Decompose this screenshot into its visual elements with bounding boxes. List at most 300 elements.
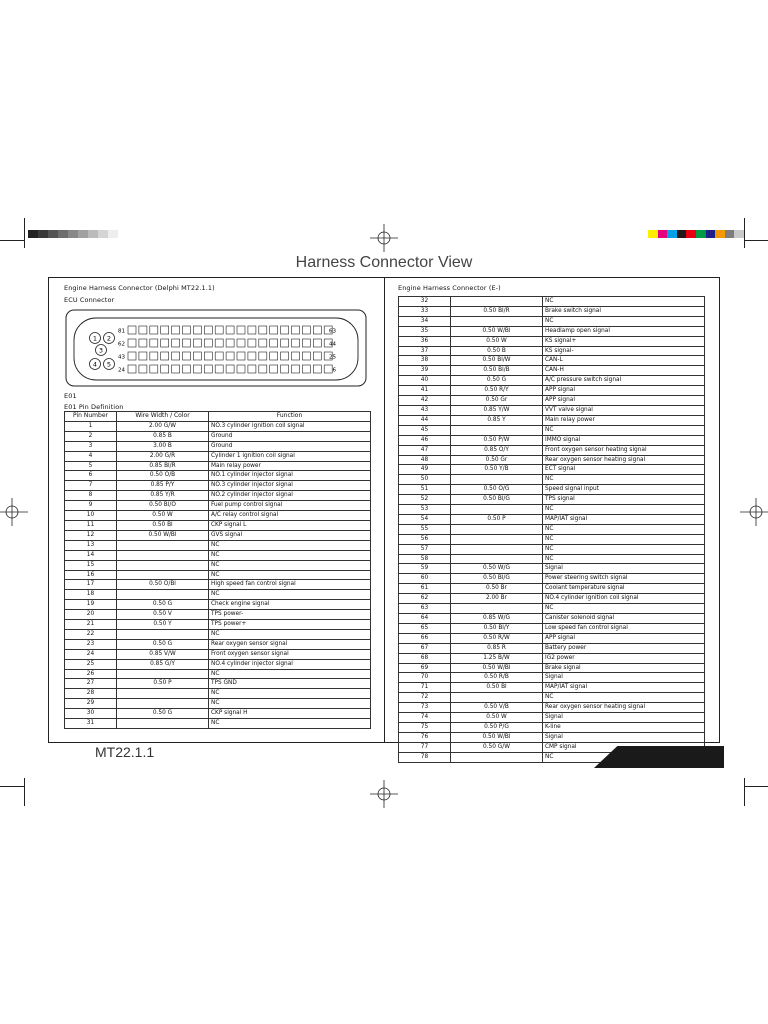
wire-spec bbox=[451, 475, 543, 485]
pin-number: 17 bbox=[65, 580, 117, 590]
pin-cavity bbox=[172, 365, 180, 373]
table-row bbox=[65, 699, 371, 709]
wire-spec: 0.50 Br bbox=[451, 584, 543, 594]
pin-function: NC bbox=[543, 544, 705, 554]
wire-spec bbox=[451, 752, 543, 762]
pin-cavity bbox=[292, 339, 300, 347]
crop-mark bbox=[0, 240, 24, 241]
pin-function: Canister solenoid signal bbox=[543, 614, 705, 624]
pin-definition-title: E01 Pin Definition bbox=[64, 403, 124, 411]
pin-cavity bbox=[237, 352, 245, 360]
table-row bbox=[399, 415, 705, 425]
wire-spec bbox=[117, 550, 209, 560]
pin-number: 33 bbox=[399, 306, 451, 316]
wire-spec bbox=[117, 560, 209, 570]
color-swatch bbox=[734, 230, 744, 238]
color-swatch bbox=[648, 230, 658, 238]
wire-spec bbox=[451, 604, 543, 614]
pin-cavity bbox=[139, 365, 147, 373]
pin-function: NC bbox=[209, 689, 371, 699]
pin-function: NO.4 cylinder injector signal bbox=[209, 659, 371, 669]
pin-function: APP signal bbox=[543, 396, 705, 406]
pin-cavity bbox=[259, 352, 267, 360]
table-row bbox=[399, 663, 705, 673]
pin-cavity bbox=[313, 326, 321, 334]
pin-function: NC bbox=[543, 475, 705, 485]
wire-spec bbox=[451, 544, 543, 554]
wire-spec: 0.85 Y/W bbox=[451, 405, 543, 415]
pin-number: 12 bbox=[65, 530, 117, 540]
right-heading: Engine Harness Connector (E-) bbox=[398, 284, 501, 292]
pin-cavity bbox=[302, 326, 310, 334]
table-row bbox=[399, 623, 705, 633]
column-header: Function bbox=[209, 412, 371, 422]
pin-number: 25 bbox=[65, 659, 117, 669]
pin-number: 46 bbox=[399, 435, 451, 445]
pin-number: 72 bbox=[399, 693, 451, 703]
wire-spec: 0.85 Bl/R bbox=[117, 461, 209, 471]
color-calibration-bar bbox=[648, 230, 744, 238]
pin-number: 68 bbox=[399, 653, 451, 663]
table-row bbox=[399, 485, 705, 495]
pin-number: 52 bbox=[399, 495, 451, 505]
wire-spec: 0.50 P bbox=[117, 679, 209, 689]
wire-spec bbox=[117, 590, 209, 600]
table-row bbox=[65, 659, 371, 669]
pin-cavity bbox=[204, 352, 212, 360]
footer-model: MT22.1.1 bbox=[95, 744, 155, 760]
wire-spec: 0.50 Bl/B bbox=[451, 366, 543, 376]
table-row bbox=[399, 475, 705, 485]
color-swatch bbox=[88, 230, 98, 238]
pin-cavity bbox=[215, 365, 223, 373]
row-label: 44 bbox=[329, 341, 336, 348]
pin-cavity bbox=[215, 326, 223, 334]
table-row bbox=[65, 540, 371, 550]
wire-spec: 0.50 R/W bbox=[451, 633, 543, 643]
pin-number: 67 bbox=[399, 643, 451, 653]
pin-number: 15 bbox=[65, 560, 117, 570]
table-row bbox=[65, 689, 371, 699]
pin-cavity bbox=[150, 339, 158, 347]
table-row bbox=[399, 326, 705, 336]
pin-cavity bbox=[302, 339, 310, 347]
pin-cavity bbox=[270, 365, 278, 373]
pin-number: 55 bbox=[399, 524, 451, 534]
wire-spec bbox=[117, 689, 209, 699]
pin-number: 34 bbox=[399, 316, 451, 326]
pin-function: NC bbox=[209, 550, 371, 560]
pin-number: 22 bbox=[65, 629, 117, 639]
pin-function: Signal bbox=[543, 713, 705, 723]
pin-number: 60 bbox=[399, 574, 451, 584]
pin-function: CAN-H bbox=[543, 366, 705, 376]
table-row bbox=[399, 524, 705, 534]
pin-number: 11 bbox=[65, 520, 117, 530]
pin-function: Speed signal input bbox=[543, 485, 705, 495]
table-row bbox=[65, 530, 371, 540]
pin-label: 1 bbox=[92, 334, 98, 343]
table-row bbox=[65, 590, 371, 600]
wire-spec: 0.50 P/G bbox=[451, 722, 543, 732]
wire-spec bbox=[451, 316, 543, 326]
pin-function: NC bbox=[209, 590, 371, 600]
pin-function: TPS signal bbox=[543, 495, 705, 505]
pin-function: APP signal bbox=[543, 633, 705, 643]
pin-cavity bbox=[226, 352, 234, 360]
pin-cavity bbox=[248, 326, 256, 334]
table-row bbox=[399, 683, 705, 693]
wire-spec bbox=[451, 505, 543, 515]
wire-spec bbox=[451, 534, 543, 544]
table-row bbox=[399, 574, 705, 584]
pin-cavity bbox=[183, 339, 191, 347]
crop-mark bbox=[744, 778, 745, 806]
pin-cavity bbox=[302, 352, 310, 360]
registration-mark-icon bbox=[370, 224, 398, 252]
wire-spec: 0.50 Y bbox=[117, 620, 209, 630]
table-row bbox=[399, 732, 705, 742]
table-row bbox=[399, 514, 705, 524]
pin-number: 71 bbox=[399, 683, 451, 693]
crop-mark bbox=[744, 218, 745, 248]
wire-spec: 0.50 R/Y bbox=[451, 386, 543, 396]
wire-spec: 2.00 G/W bbox=[117, 421, 209, 431]
pin-number: 74 bbox=[399, 713, 451, 723]
table-row bbox=[399, 435, 705, 445]
color-swatch bbox=[677, 230, 687, 238]
table-row bbox=[399, 386, 705, 396]
table-row bbox=[399, 722, 705, 732]
pin-function: Cylinder 1 ignition coil signal bbox=[209, 451, 371, 461]
table-row bbox=[399, 554, 705, 564]
pin-number: 47 bbox=[399, 445, 451, 455]
table-row bbox=[399, 643, 705, 653]
wire-spec bbox=[117, 570, 209, 580]
table-row bbox=[399, 425, 705, 435]
pin-number: 38 bbox=[399, 356, 451, 366]
column-header: Pin Number bbox=[65, 412, 117, 422]
pin-function: Rear oxygen sensor heating signal bbox=[543, 455, 705, 465]
pin-number: 9 bbox=[65, 501, 117, 511]
pin-number: 13 bbox=[65, 540, 117, 550]
table-row bbox=[65, 501, 371, 511]
pin-number: 29 bbox=[65, 699, 117, 709]
pin-cavity bbox=[302, 365, 310, 373]
table-row bbox=[65, 620, 371, 630]
table-row bbox=[399, 376, 705, 386]
pin-number: 76 bbox=[399, 732, 451, 742]
pin-number: 56 bbox=[399, 534, 451, 544]
wire-spec: 0.50 Bl bbox=[117, 520, 209, 530]
table-row bbox=[399, 703, 705, 713]
pin-cavity bbox=[313, 365, 321, 373]
wire-spec bbox=[117, 629, 209, 639]
wire-spec bbox=[117, 719, 209, 729]
wire-spec: 0.50 Bl/G bbox=[451, 574, 543, 584]
pin-function: VVT valve signal bbox=[543, 405, 705, 415]
color-swatch bbox=[667, 230, 677, 238]
wire-spec: 0.85 V/W bbox=[117, 649, 209, 659]
table-row bbox=[399, 633, 705, 643]
wire-spec: 0.50 W/Bl bbox=[451, 732, 543, 742]
table-row bbox=[65, 471, 371, 481]
color-swatch bbox=[68, 230, 78, 238]
wire-spec bbox=[451, 524, 543, 534]
pin-label: 2 bbox=[106, 334, 112, 343]
wire-spec: 0.50 V bbox=[117, 610, 209, 620]
table-row bbox=[399, 604, 705, 614]
pin-number: 42 bbox=[399, 396, 451, 406]
row-label: 25 bbox=[329, 354, 336, 361]
table-row bbox=[399, 297, 705, 307]
table-row bbox=[399, 505, 705, 515]
pin-function: NC bbox=[543, 604, 705, 614]
table-row bbox=[399, 673, 705, 683]
pin-number: 20 bbox=[65, 610, 117, 620]
pin-cavity bbox=[259, 365, 267, 373]
wire-spec: 0.50 V/B bbox=[451, 703, 543, 713]
pin-number: 66 bbox=[399, 633, 451, 643]
wire-spec bbox=[451, 425, 543, 435]
wire-spec: 0.50 Gr bbox=[451, 455, 543, 465]
table-row bbox=[65, 719, 371, 729]
table-row bbox=[65, 511, 371, 521]
pin-function: NC bbox=[543, 534, 705, 544]
pin-number: 54 bbox=[399, 514, 451, 524]
pin-cavity bbox=[183, 326, 191, 334]
pin-number: 31 bbox=[65, 719, 117, 729]
pin-cavity bbox=[270, 326, 278, 334]
wire-spec: 0.85 Y/R bbox=[117, 491, 209, 501]
pin-cavity bbox=[128, 352, 136, 360]
color-swatch bbox=[28, 230, 38, 238]
pin-function: NC bbox=[543, 425, 705, 435]
pin-function: Rear oxygen sensor signal bbox=[209, 639, 371, 649]
crop-mark bbox=[24, 778, 25, 806]
table-row bbox=[65, 570, 371, 580]
pin-number: 53 bbox=[399, 505, 451, 515]
column-divider bbox=[384, 277, 385, 743]
wire-spec: 0.85 R bbox=[451, 643, 543, 653]
pin-number: 48 bbox=[399, 455, 451, 465]
pin-function: TPS power- bbox=[209, 610, 371, 620]
wire-spec: 0.50 W bbox=[117, 511, 209, 521]
color-swatch bbox=[38, 230, 48, 238]
ecu-connector-diagram bbox=[64, 308, 370, 390]
table-row bbox=[65, 600, 371, 610]
pin-number: 69 bbox=[399, 663, 451, 673]
pin-function: NC bbox=[543, 693, 705, 703]
pin-cavity bbox=[161, 326, 169, 334]
pin-function: NC bbox=[543, 505, 705, 515]
pin-cavity bbox=[292, 365, 300, 373]
wire-spec: 0.50 O/G bbox=[451, 485, 543, 495]
pin-number: 49 bbox=[399, 465, 451, 475]
pin-number: 3 bbox=[65, 441, 117, 451]
pin-number: 19 bbox=[65, 600, 117, 610]
pin-function: A/C pressure switch signal bbox=[543, 376, 705, 386]
pin-cavity bbox=[313, 339, 321, 347]
gray-calibration-bar bbox=[28, 230, 118, 238]
registration-mark-icon bbox=[370, 780, 398, 808]
row-label: 43 bbox=[118, 354, 125, 361]
pin-number: 39 bbox=[399, 366, 451, 376]
pin-function: K-line bbox=[543, 722, 705, 732]
pin-function: ECT signal bbox=[543, 465, 705, 475]
wire-spec: 0.50 O/B bbox=[117, 471, 209, 481]
wire-spec: 0.50 Y/B bbox=[451, 465, 543, 475]
wire-spec: 0.50 P/W bbox=[451, 435, 543, 445]
table-row bbox=[399, 346, 705, 356]
pin-function: A/C relay control signal bbox=[209, 511, 371, 521]
pin-number: 1 bbox=[65, 421, 117, 431]
wire-spec: 0.85 Y bbox=[451, 415, 543, 425]
table-row bbox=[399, 465, 705, 475]
pin-number: 62 bbox=[399, 594, 451, 604]
pin-cavity bbox=[128, 339, 136, 347]
pin-number: 24 bbox=[65, 649, 117, 659]
table-row bbox=[65, 550, 371, 560]
color-swatch bbox=[98, 230, 108, 238]
pin-cavity bbox=[193, 339, 201, 347]
color-swatch bbox=[696, 230, 706, 238]
table-row bbox=[399, 534, 705, 544]
pin-cavity bbox=[128, 365, 136, 373]
wire-spec: 0.50 O/Bl bbox=[117, 580, 209, 590]
table-row bbox=[399, 544, 705, 554]
pin-number: 18 bbox=[65, 590, 117, 600]
pin-function: NO.1 cylinder injector signal bbox=[209, 471, 371, 481]
pin-number: 75 bbox=[399, 722, 451, 732]
color-swatch bbox=[725, 230, 735, 238]
pin-number: 36 bbox=[399, 336, 451, 346]
pin-cavity bbox=[161, 352, 169, 360]
pin-function: KS signal+ bbox=[543, 336, 705, 346]
pin-function: Ground bbox=[209, 441, 371, 451]
color-swatch bbox=[658, 230, 668, 238]
wire-spec: 2.00 Br bbox=[451, 594, 543, 604]
pin-function: Ground bbox=[209, 431, 371, 441]
pin-function: CKP signal H bbox=[209, 709, 371, 719]
table-row bbox=[65, 580, 371, 590]
pin-cavity bbox=[248, 365, 256, 373]
table-row bbox=[65, 629, 371, 639]
pin-function: Power steering switch signal bbox=[543, 574, 705, 584]
pin-cavity bbox=[281, 339, 289, 347]
pin-number: 45 bbox=[399, 425, 451, 435]
pin-number: 58 bbox=[399, 554, 451, 564]
pin-number: 41 bbox=[399, 386, 451, 396]
pin-cavity bbox=[193, 326, 201, 334]
pin-number: 30 bbox=[65, 709, 117, 719]
pin-function: NC bbox=[209, 570, 371, 580]
table-header-row bbox=[65, 412, 371, 422]
pin-function: High speed fan control signal bbox=[209, 580, 371, 590]
pin-function: APP signal bbox=[543, 386, 705, 396]
table-row bbox=[399, 495, 705, 505]
wire-spec: 0.50 Bl/W bbox=[451, 356, 543, 366]
table-row bbox=[399, 653, 705, 663]
registration-mark-icon bbox=[740, 498, 768, 526]
wire-spec: 0.50 P bbox=[451, 514, 543, 524]
table-row bbox=[65, 451, 371, 461]
color-swatch bbox=[715, 230, 725, 238]
pin-cavity bbox=[204, 339, 212, 347]
pin-number: 61 bbox=[399, 584, 451, 594]
crop-mark bbox=[744, 240, 768, 241]
crop-mark bbox=[24, 218, 25, 248]
pin-function: Front oxygen sensor signal bbox=[209, 649, 371, 659]
column-header: Wire Width / Color bbox=[117, 412, 209, 422]
pin-number: 26 bbox=[65, 669, 117, 679]
pin-function: Brake signal bbox=[543, 663, 705, 673]
pin-function: Coolant temperature signal bbox=[543, 584, 705, 594]
pin-cavity bbox=[313, 352, 321, 360]
pin-cavity bbox=[281, 365, 289, 373]
table-row bbox=[65, 560, 371, 570]
table-row bbox=[65, 481, 371, 491]
pin-number: 16 bbox=[65, 570, 117, 580]
pin-number: 40 bbox=[399, 376, 451, 386]
pin-number: 10 bbox=[65, 511, 117, 521]
pin-function: IG2 power bbox=[543, 653, 705, 663]
pin-function: NC bbox=[209, 629, 371, 639]
table-row bbox=[65, 461, 371, 471]
pin-cavity bbox=[139, 352, 147, 360]
pin-function: NO.3 cylinder injector signal bbox=[209, 481, 371, 491]
registration-mark-icon bbox=[0, 498, 28, 526]
pin-cavity bbox=[193, 352, 201, 360]
table-row bbox=[399, 614, 705, 624]
pin-number: 44 bbox=[399, 415, 451, 425]
pin-function: Signal bbox=[543, 673, 705, 683]
pin-cavity bbox=[215, 352, 223, 360]
table-row bbox=[65, 679, 371, 689]
pin-function: Check engine signal bbox=[209, 600, 371, 610]
table-row bbox=[399, 316, 705, 326]
table-row bbox=[399, 693, 705, 703]
wire-spec bbox=[451, 297, 543, 307]
crop-mark bbox=[0, 786, 24, 787]
pin-cavity bbox=[183, 365, 191, 373]
pin-function: Fuel pump control signal bbox=[209, 501, 371, 511]
table-row bbox=[65, 431, 371, 441]
row-label: 81 bbox=[118, 328, 125, 335]
pin-function: Signal bbox=[543, 564, 705, 574]
pin-number: 4 bbox=[65, 451, 117, 461]
wire-spec: 0.50 W/Bl bbox=[451, 326, 543, 336]
pin-number: 14 bbox=[65, 550, 117, 560]
color-swatch bbox=[58, 230, 68, 238]
pin-cavity bbox=[237, 339, 245, 347]
pin-number: 21 bbox=[65, 620, 117, 630]
pin-number: 63 bbox=[399, 604, 451, 614]
wire-spec: 2.00 G/R bbox=[117, 451, 209, 461]
ecu-connector-label: ECU Connector bbox=[64, 296, 115, 304]
pin-function: NC bbox=[543, 752, 705, 762]
pin-number: 32 bbox=[399, 297, 451, 307]
wire-spec bbox=[117, 540, 209, 550]
wire-spec: 0.50 Bl/G bbox=[451, 495, 543, 505]
wire-spec bbox=[117, 699, 209, 709]
pin-cavity bbox=[226, 339, 234, 347]
pin-cavity bbox=[128, 326, 136, 334]
wire-spec: 0.50 Bl bbox=[451, 683, 543, 693]
pin-cavity bbox=[204, 365, 212, 373]
pin-function: Main relay power bbox=[209, 461, 371, 471]
color-swatch bbox=[48, 230, 58, 238]
